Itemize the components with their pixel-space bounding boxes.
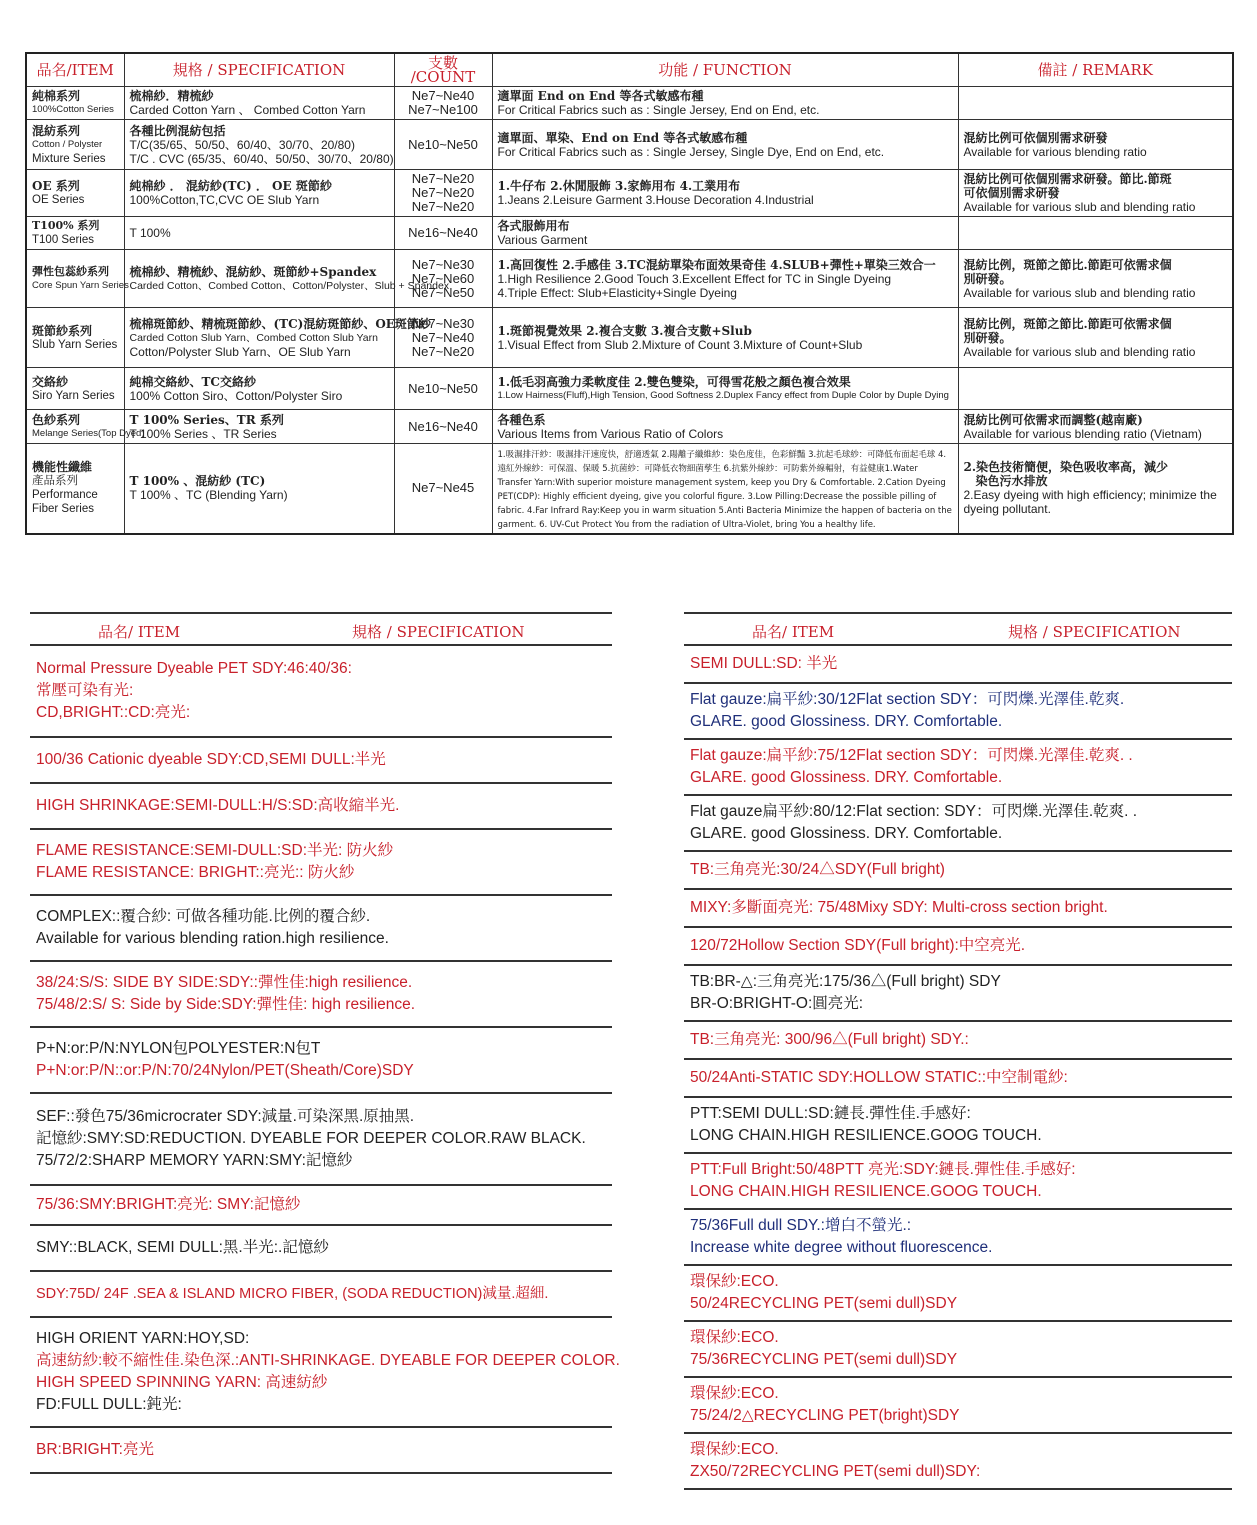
cell-line: 機能性纖維 <box>32 460 93 475</box>
list-item <box>684 684 1232 740</box>
list-item <box>30 1226 612 1272</box>
cell-line: 100% Cotton Siro、Cotton/Polyster Siro <box>129 388 343 403</box>
cell-line: 混紡比例可依需求而調整(越南廠) <box>963 412 1143 427</box>
list-item-line: CD,BRIGHT::CD:亮光: <box>36 704 191 721</box>
cell-line: Available for various slub and blending ratio <box>963 285 1196 300</box>
cell-line: Ne7~Ne45 <box>411 480 475 496</box>
cell-spec <box>124 217 394 250</box>
list-item <box>30 1028 612 1094</box>
cell-function <box>492 250 958 308</box>
list-item-line: TB:BR-△:三角亮光:175/36△(Full bright) SDY <box>690 973 1001 990</box>
cell-count <box>394 410 492 444</box>
list-item <box>684 1266 1232 1322</box>
list-item <box>30 1272 612 1318</box>
list-item <box>30 1428 612 1474</box>
cell-line: Ne10~Ne50 <box>408 380 478 396</box>
list-item-line: SMY::BLACK, SEMI DULL:黑.半光:.記憶紗 <box>36 1239 329 1256</box>
cell-line: 純棉紗 ． 混紡紗(TC) ． OE 斑節紗 <box>129 179 332 193</box>
cell-function <box>492 217 958 250</box>
list-item-line: GLARE. good Glossiness. DRY. Comfortable. <box>690 769 1003 786</box>
cell-item <box>26 170 124 217</box>
cell-line: 1.Visual Effect from Slub 2.Mixture of Count 3.Mixture of Count+Slub <box>497 337 863 352</box>
list-item <box>30 962 612 1028</box>
cell-item <box>26 250 129 308</box>
list-item <box>30 830 612 896</box>
list-item-line: HIGH SHRINKAGE:SEMI-DULL:H/S:SD:高收縮半光. <box>36 797 400 814</box>
cell-line: 1.Jeans 2.Leisure Garment 3.House Decoration 4.Industrial <box>497 193 814 207</box>
cell-line: OE Series <box>32 194 85 206</box>
cell-line: T 100% 、TC (Blending Yarn) <box>129 488 288 503</box>
left-header-item: 品名/ ITEM <box>98 623 181 641</box>
list-item-line: 75/36:SMY:BRIGHT:亮光: SMY:記憶紗 <box>36 1196 301 1213</box>
cell-line: 色紗系列 <box>32 412 81 427</box>
list-item <box>684 928 1232 966</box>
cell-line: T100 Series <box>32 234 95 246</box>
header-count: 支數 /COUNT <box>394 53 492 87</box>
list-item-line: HIGH SPEED SPINNING YARN: 高速紡紗 <box>36 1374 328 1391</box>
cell-line: 可依個別需求研發 <box>963 186 1060 200</box>
cell-line: 梳棉紗．精梳紗 <box>129 89 214 103</box>
cell-line: 1.斑節視覺效果 2.複合支數 3.複合支數+Slub <box>497 323 752 338</box>
cell-line: 2.染色技術簡便，染色吸收率高，減少 <box>963 460 1169 475</box>
cell-line: 100%Cotton Series <box>32 104 114 115</box>
cell-line: 混紡系列 <box>32 123 81 138</box>
cell-line: Available for various blending ratio (Vietnam) <box>963 426 1202 441</box>
list-item-line: Normal Pressure Dyeable PET SDY:46:40/36: <box>36 660 352 677</box>
cell-line: Available for various slub and blending ratio <box>963 200 1196 214</box>
cell-line: 別研發。 <box>963 330 1012 345</box>
table-row <box>26 170 1233 217</box>
cell-line: 混紡比例可依個別需求研發 <box>963 130 1108 145</box>
cell-line: dyeing pollutant. <box>963 502 1051 517</box>
cell-line: Ne7~Ne20 <box>411 199 475 214</box>
cell-remark <box>958 217 1233 250</box>
cell-function <box>492 120 958 170</box>
cell-line: 產品系列 <box>32 475 78 488</box>
list-item-line: FD:FULL DULL:鈍光: <box>36 1396 182 1413</box>
cell-line: 1.高回復性 2.手感佳 3.TC混紡單染布面效果奇佳 4.SLUB+彈性+單染三效合一 <box>497 257 936 272</box>
list-item-line: LONG CHAIN.HIGH RESILIENCE.GOOG TOUCH. <box>690 1127 1042 1144</box>
cell-count <box>394 87 492 120</box>
list-item <box>30 738 612 784</box>
list-item-line: FLAME RESISTANCE: BRIGHT::亮光:: 防火紗 <box>36 864 355 881</box>
list-item-line: TB:三角亮光: 300/96△(Full bright) SDY.: <box>690 1031 969 1048</box>
header-function: 功能 / FUNCTION <box>492 53 958 87</box>
list-item <box>684 966 1232 1022</box>
cell-line: 各種色系 <box>497 412 546 427</box>
list-item-line: LONG CHAIN.HIGH RESILIENCE.GOOG TOUCH. <box>690 1183 1042 1200</box>
header-item: 品名/ITEM <box>26 53 124 87</box>
cell-line: Carded Cotton Yarn 、 Combed Cotton Yarn <box>129 103 366 117</box>
cell-line: Carded Cotton Slub Yarn、Combed Cotton Slub Yarn <box>129 331 378 344</box>
cell-remark <box>958 308 1233 368</box>
cell-remark <box>958 444 1233 534</box>
list-item-line: 100/36 Cationic dyeable SDY:CD,SEMI DULL:半光 <box>36 751 386 768</box>
table-row <box>26 444 1233 534</box>
cell-line: 梳棉紗、精梳紗、混紡紗、斑節紗+Spandex <box>129 264 377 279</box>
cell-function <box>492 170 958 217</box>
cell-line: T/C . CVC (65/35、60/40、50/50、30/70、20/80) <box>129 151 394 166</box>
right-list-header <box>684 612 1232 646</box>
cell-line: Ne7~Ne60 <box>411 270 475 286</box>
cell-line: 4.Triple Effect: Slub+Elasticity+Single Dyeing <box>497 285 737 300</box>
list-item-line: GLARE. good Glossiness. DRY. Comfortable. <box>690 825 1003 842</box>
left-list-header <box>30 612 612 646</box>
cell-line: Ne7~Ne100 <box>408 102 478 117</box>
cell-spec <box>124 444 394 534</box>
cell-count <box>394 120 492 170</box>
cell-line: 1.吸濕排汗紗：吸濕排汗速度快，舒適透氣 2.陽離子纖維紗：染色度佳，色彩鮮豔 3.抗起毛球紗：可降低布面起毛球 4.遠紅外線紗：可保溫、保暖 5.抗菌紗：可降低衣物細菌孳生 6.抗紫外線紗：可防紫外線輻射，有益健康 <box>497 450 947 475</box>
list-item <box>684 890 1232 928</box>
cell-item <box>26 410 145 444</box>
list-item <box>30 1094 612 1186</box>
cell-line: T 100% Series 、TR Series <box>129 426 277 441</box>
cell-spec <box>124 120 394 170</box>
list-item <box>684 1060 1232 1098</box>
cell-line: 1.低毛羽高強力柔軟度佳 2.雙色雙染，可得雪花般之顏色複合效果 <box>497 374 851 389</box>
spec-table <box>25 52 1234 535</box>
list-item-line: Flat gauze:扁平紗:75/12Flat section SDY：可閃爍.光澤佳.乾爽. . <box>690 747 1133 764</box>
table-row <box>26 308 1233 368</box>
list-item <box>684 646 1232 684</box>
cell-line: Mixture Series <box>32 152 106 165</box>
list-item-line: 常壓可染有光: <box>36 682 134 699</box>
cell-line: Ne7~Ne50 <box>411 284 475 300</box>
cell-line: Ne10~Ne50 <box>408 136 478 152</box>
cell-function <box>492 410 958 444</box>
right-entries <box>684 646 1232 1490</box>
cell-line: 純棉交絡紗、TC交絡紗 <box>129 374 256 389</box>
list-item-line: 環保紗:ECO. <box>690 1441 779 1458</box>
list-item <box>684 1022 1232 1060</box>
list-item-line: 環保紗:ECO. <box>690 1329 779 1346</box>
cell-line: 1.Water Transfer Yarn:With superior moisture management system, keep you Dry & Comfortable. 2.Cation Dyeing PET(CDP): Highly efficient dyeing, give you colorful figure. 3.Low Pilling:Decrease the possible pilling of fabric. 4.Far Infrard Ray:Keep you in warm situation 5.Anti Bacteria Minimize the happen of bacteria on the garment. 6. UV-Cut Protect You from the radiation of Ultra-Violet, bring You a healthy life. <box>497 464 952 531</box>
cell-remark <box>958 120 1233 170</box>
table-row <box>26 217 1233 250</box>
cell-line: 梳棉斑節紗、精梳斑節紗、(TC)混紡斑節紗、OE斑節紗 <box>129 316 431 331</box>
list-item-line: Flat gauze扁平紗:80/12:Flat section: SDY：可閃爍.光澤佳.乾爽. . <box>690 803 1138 820</box>
cell-item <box>26 368 124 410</box>
right-header-item: 品名/ ITEM <box>752 623 835 641</box>
list-item <box>30 1186 612 1226</box>
list-item <box>30 896 612 962</box>
cell-line: Ne7~Ne20 <box>411 185 475 200</box>
header-remark: 備註 / REMARK <box>958 53 1233 87</box>
cell-count <box>394 250 492 308</box>
cell-spec <box>124 87 394 120</box>
cell-line: 別研發。 <box>963 271 1012 286</box>
cell-function <box>492 87 958 120</box>
list-item-line: 50/24RECYCLING PET(semi dull)SDY <box>690 1295 958 1312</box>
cell-line: Ne7~Ne20 <box>411 343 475 359</box>
list-item <box>684 1210 1232 1266</box>
table-row <box>26 368 1233 410</box>
cell-line: 交絡紗 <box>32 374 69 389</box>
cell-spec <box>124 308 431 368</box>
cell-line: 混紡比例，斑節之節比.節距可依需求個 <box>963 257 1172 272</box>
list-item-line: 50/24Anti-STATIC SDY:HOLLOW STATIC::中空制電紗: <box>690 1069 1068 1086</box>
left-entries <box>30 646 620 1474</box>
cell-remark <box>958 368 1233 410</box>
list-item-line: Increase white degree without fluorescence. <box>690 1239 993 1256</box>
cell-item <box>26 217 124 250</box>
list-item <box>684 1098 1232 1154</box>
cell-item <box>26 308 124 368</box>
cell-item <box>26 444 124 534</box>
list-item <box>30 1318 620 1428</box>
list-item <box>684 740 1232 796</box>
list-item-line: Flat gauze:扁平紗:30/12Flat section SDY：可閃爍.光澤佳.乾爽. <box>690 691 1125 708</box>
cell-line: Siro Yarn Series <box>32 389 115 402</box>
header-specification: 規格 / SPECIFICATION <box>124 53 394 87</box>
cell-line: Cotton / Polyster <box>32 138 103 150</box>
cell-line: OE 系列 <box>32 179 80 193</box>
list-item-line: HIGH ORIENT YARN:HOY,SD: <box>36 1330 250 1347</box>
list-item-line: P+N:or:P/N::or:P/N:70/24Nylon/PET(Sheath/Core)SDY <box>36 1062 414 1079</box>
cell-item <box>26 87 124 120</box>
list-item-line: BR:BRIGHT:亮光 <box>36 1441 154 1458</box>
cell-line: 100%Cotton,TC,CVC OE Slub Yarn <box>129 193 320 207</box>
list-item-line: Available for various blending ration.high resilience. <box>36 930 389 947</box>
list-item-line: P+N:or:P/N:NYLON包POLYESTER:N包T <box>36 1040 321 1057</box>
cell-line: Available for various slub and blending ratio <box>963 344 1196 359</box>
cell-line: Ne7~Ne30 <box>411 256 475 272</box>
cell-line: Ne7~Ne30 <box>411 315 475 331</box>
left-spec-list <box>30 612 620 1474</box>
list-item-line: MIXY:多斷面亮光: 75/48Mixy SDY: Multi-cross section bright. <box>690 899 1108 916</box>
list-item-line: GLARE. good Glossiness. DRY. Comfortable. <box>690 713 1003 730</box>
list-item <box>684 852 1232 890</box>
cell-spec <box>124 170 394 217</box>
cell-line: Carded Cotton、Combed Cotton、Cotton/Polyster、Slub + Spandex <box>129 279 450 292</box>
list-item-line: TB:三角亮光:30/24△SDY(Full bright) <box>690 861 945 878</box>
cell-line: Ne16~Ne40 <box>408 225 478 240</box>
cell-remark <box>958 87 1233 120</box>
cell-line: 1.High Resilience 2.Good Touch 3.Excellent Effect for TC in Single Dyeing <box>497 271 892 286</box>
cell-line: 適單面、單染、End on End 等各式敏感布種 <box>497 130 748 145</box>
list-item <box>684 1434 1232 1490</box>
list-item <box>30 784 612 830</box>
cell-line: 純棉系列 <box>32 89 81 103</box>
list-item-line: SEF::發色75/36microcrater SDY:減量.可染深黑.原抽黑. <box>36 1108 415 1125</box>
list-item-line: 75/36RECYCLING PET(semi dull)SDY <box>690 1351 958 1368</box>
list-item-line: SDY:75D/ 24F .SEA & ISLAND MICRO FIBER, (SODA REDUCTION)減量.超細. <box>36 1286 549 1302</box>
cell-spec <box>124 368 394 410</box>
list-item-line: BR-O:BRIGHT-O:圓亮光: <box>690 995 864 1012</box>
cell-line: 各式服飾用布 <box>497 219 570 233</box>
cell-line: Available for various blending ratio <box>963 144 1147 159</box>
right-spec-list <box>684 612 1232 1490</box>
cell-line: 彈性包蕊紗系列 <box>32 264 109 278</box>
list-item-line: PTT:Full Bright:50/48PTT 亮光:SDY:鏈長.彈性佳.手感好: <box>690 1161 1076 1178</box>
list-item-line: 記憶紗:SMY:SD:REDUCTION. DYEABLE FOR DEEPER COLOR.RAW BLACK. <box>36 1130 586 1147</box>
cell-line: 混紡比例可依個別需求研發。節比.節斑 <box>963 172 1172 186</box>
cell-line: 1.牛仔布 2.休閒服飾 3.家飾用布 4.工業用布 <box>497 179 741 193</box>
cell-line: T 100% 、混紡紗 (TC) <box>129 474 266 489</box>
list-item-line: 75/72/2:SHARP MEMORY YARN:SMY:記憶紗 <box>36 1152 353 1169</box>
list-item-line: 75/36Full dull SDY.:增白不螢光.: <box>690 1217 912 1234</box>
cell-count <box>394 217 492 250</box>
cell-line: Ne7~Ne40 <box>411 88 475 103</box>
list-item-line: 環保紗:ECO. <box>690 1385 779 1402</box>
cell-line: T 100% <box>129 226 171 240</box>
list-item-line: 75/24/2△RECYCLING PET(bright)SDY <box>690 1407 960 1424</box>
cell-line: For Critical Fabrics such as : Single Jersey, End on End, etc. <box>497 103 820 117</box>
cell-line: Fiber Series <box>32 503 94 516</box>
list-item <box>684 1322 1232 1378</box>
cell-remark <box>958 410 1233 444</box>
cell-remark <box>958 250 1233 308</box>
cell-line: Ne16~Ne40 <box>408 418 478 434</box>
cell-line: Ne7~Ne40 <box>411 329 475 345</box>
list-item-line: 高速紡紗:較不縮性佳.染色深.:ANTI-SHRINKAGE. DYEABLE FOR DEEPER COLOR. <box>36 1352 620 1369</box>
cell-item <box>26 120 124 170</box>
list-item-line: 75/48/2:S/ S: Side by Side:SDY:彈性佳: high resilience. <box>36 996 416 1013</box>
cell-line: Various Items from Various Ratio of Colors <box>497 426 724 441</box>
cell-line: Various Garment <box>497 233 588 247</box>
cell-count <box>394 368 492 410</box>
list-item-line: 38/24:S/S: SIDE BY SIDE:SDY::彈性佳:high resilience. <box>36 974 413 991</box>
cell-line: 染色污水排放 <box>975 474 1048 489</box>
list-item-line: COMPLEX::覆合紗: 可做各種功能.比例的覆合紗. <box>36 908 371 925</box>
list-item <box>684 1154 1232 1210</box>
cell-line: Cotton/Polyster Slub Yarn、OE Slub Yarn <box>129 344 351 359</box>
cell-line: Core Spun Yarn Series <box>32 279 129 291</box>
cell-line: 斑節紗系列 <box>32 323 93 338</box>
cell-line: 各種比例混紡包括 <box>129 123 226 138</box>
list-item <box>684 796 1232 852</box>
cell-line: T100% 系列 <box>32 219 100 232</box>
list-item <box>30 646 612 738</box>
list-item-line: 120/72Hollow Section SDY(Full bright):中空亮光. <box>690 937 1026 954</box>
cell-function <box>492 368 958 410</box>
cell-line: T 100% Series、TR 系列 <box>129 412 284 427</box>
table-row <box>26 120 1233 170</box>
cell-line: 適單面 End on End 等各式敏感布種 <box>497 89 704 103</box>
left-header-spec: 規格 / SPECIFICATION <box>352 623 525 641</box>
cell-count <box>394 444 492 534</box>
table-header-row <box>26 53 1233 87</box>
cell-line: Ne7~Ne20 <box>411 171 475 186</box>
cell-line: For Critical Fabrics such as : Single Jersey, Single Dye, End on End, etc. <box>497 144 885 159</box>
list-item-line: FLAME RESISTANCE:SEMI-DULL:SD:半光: 防火紗 <box>36 842 394 859</box>
cell-function <box>492 308 958 368</box>
cell-spec <box>124 410 394 444</box>
cell-remark <box>958 170 1233 217</box>
cell-line: T/C(35/65、50/50、60/40、30/70、20/80) <box>129 137 355 152</box>
list-item-line: 環保紗:ECO. <box>690 1273 779 1290</box>
cell-line: Performance <box>32 489 98 502</box>
cell-line: 混紡比例，斑節之節比.節距可依需求個 <box>963 316 1172 331</box>
list-item <box>684 1378 1232 1434</box>
cell-line: Slub Yarn Series <box>32 338 118 351</box>
cell-line: Melange Series(Top Dyed) <box>32 427 145 439</box>
list-item-line: PTT:SEMI DULL:SD:鏈長.彈性佳.手感好: <box>690 1105 971 1122</box>
cell-line: 1.Low Hairness(Fluff),High Tension, Good Softness 2.Duplex Fancy effect from Duple Color by Duple Dying <box>497 389 949 401</box>
list-item-line: SEMI DULL:SD: 半光 <box>690 655 838 672</box>
table-row <box>26 87 1233 120</box>
table-row <box>26 410 1233 444</box>
cell-line: 2.Easy dyeing with high efficiency; minimize the <box>963 488 1217 503</box>
right-header-spec: 規格 / SPECIFICATION <box>1008 623 1181 641</box>
cell-count <box>394 170 492 217</box>
list-item-line: ZX50/72RECYCLING PET(semi dull)SDY: <box>690 1463 981 1480</box>
cell-function <box>492 444 958 534</box>
table-row <box>26 250 1233 308</box>
